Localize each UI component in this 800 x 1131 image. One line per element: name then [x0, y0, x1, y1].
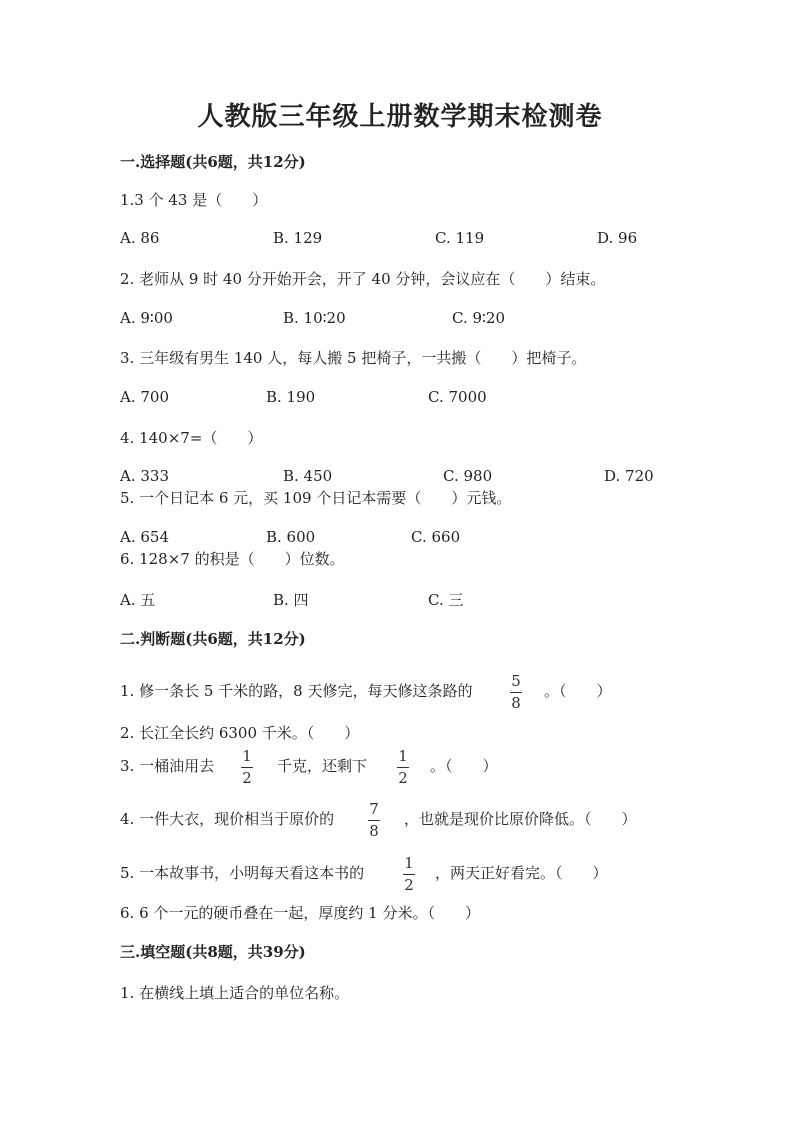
choice-3-option-a: A. 700 [120, 388, 169, 406]
fraction-numerator: 7 [369, 800, 379, 818]
choice-question-4: 4. 140×7=（ ） [120, 429, 263, 447]
fraction [403, 855, 415, 894]
choice-1-option-a: A. 86 [120, 229, 160, 247]
choice-2-option-b: B. 10∶20 [283, 309, 346, 327]
judge-1-tail: 。（ ） [544, 682, 612, 700]
fraction-denominator: 8 [511, 694, 521, 712]
choice-question-2: 2. 老师从 9 时 40 分开始开会，开了 40 分钟，会议应在（ ）结束。 [120, 270, 606, 288]
judge-5-tail: ，两天正好看完。（ ） [435, 864, 608, 882]
fraction-denominator: 2 [404, 876, 414, 894]
judge-question-1: 1. 修一条长 5 千米的路，8 天修完，每天修这条路的 [120, 682, 473, 700]
choice-3-option-c: C. 7000 [428, 388, 487, 406]
section-heading-fill: 三.填空题(共8题，共39分) [120, 943, 306, 961]
fraction-denominator: 2 [398, 769, 408, 787]
choice-4-option-b: B. 450 [283, 467, 333, 485]
choice-5-option-b: B. 600 [266, 528, 316, 546]
fraction-numerator: 1 [398, 747, 408, 765]
section-heading-choice: 一.选择题(共6题，共12分) [120, 153, 306, 171]
choice-5-option-a: A. 654 [120, 528, 169, 546]
choice-6-option-c: C. 三 [428, 591, 464, 609]
fraction-bar [368, 820, 380, 821]
fraction [510, 673, 522, 712]
fraction-bar [397, 767, 409, 768]
choice-6-option-a: A. 五 [120, 591, 156, 609]
choice-3-option-b: B. 190 [266, 388, 316, 406]
choice-1-option-c: C. 119 [435, 229, 485, 247]
choice-question-3: 3. 三年级有男生 140 人，每人搬 5 把椅子，一共搬（ ）把椅子。 [120, 349, 587, 367]
fraction-denominator: 8 [369, 822, 379, 840]
choice-1-option-b: B. 129 [273, 229, 323, 247]
judge-question-2: 2. 长江全长约 6300 千米。（ ） [120, 724, 360, 742]
judge-question-6: 6. 6 个一元的硬币叠在一起，厚度约 1 分米。（ ） [120, 904, 480, 922]
judge-3-tail: 。（ ） [430, 757, 498, 775]
judge-question-4: 4. 一件大衣，现价相当于原价的 [120, 810, 335, 828]
choice-2-option-c: C. 9∶20 [452, 309, 506, 327]
choice-question-5: 5. 一个日记本 6 元，买 109 个日记本需要（ ）元钱。 [120, 489, 512, 507]
fraction-numerator: 5 [511, 672, 521, 690]
fraction-bar [510, 692, 522, 693]
fill-question-1: 1. 在横线上填上适合的单位名称。 [120, 984, 350, 1002]
fraction-denominator: 2 [242, 769, 252, 787]
choice-question-1: 1.3 个 43 是（ ） [120, 191, 268, 209]
fraction-numerator: 1 [242, 747, 252, 765]
fraction [368, 801, 380, 840]
choice-4-option-c: C. 980 [443, 467, 493, 485]
judge-question-3: 3. 一桶油用去 [120, 757, 215, 775]
fraction [241, 748, 253, 787]
fraction-numerator: 1 [404, 854, 414, 872]
choice-4-option-d: D. 720 [604, 467, 654, 485]
section-heading-judge: 二.判断题(共6题，共12分) [120, 630, 306, 648]
choice-5-option-c: C. 660 [411, 528, 461, 546]
fraction [397, 748, 409, 787]
judge-4-tail: ，也就是现价比原价降低。（ ） [404, 810, 637, 828]
fraction-bar [241, 767, 253, 768]
choice-6-option-b: B. 四 [273, 591, 309, 609]
fraction-bar [403, 874, 415, 875]
choice-question-6: 6. 128×7 的积是（ ）位数。 [120, 550, 345, 568]
choice-2-option-a: A. 9∶00 [120, 309, 173, 327]
judge-question-5: 5. 一本故事书，小明每天看这本书的 [120, 864, 365, 882]
choice-4-option-a: A. 333 [120, 467, 169, 485]
choice-1-option-d: D. 96 [597, 229, 638, 247]
judge-3-middle: 千克，还剩下 [277, 757, 368, 775]
page-title: 人教版三年级上册数学期末检测卷 [197, 102, 603, 132]
